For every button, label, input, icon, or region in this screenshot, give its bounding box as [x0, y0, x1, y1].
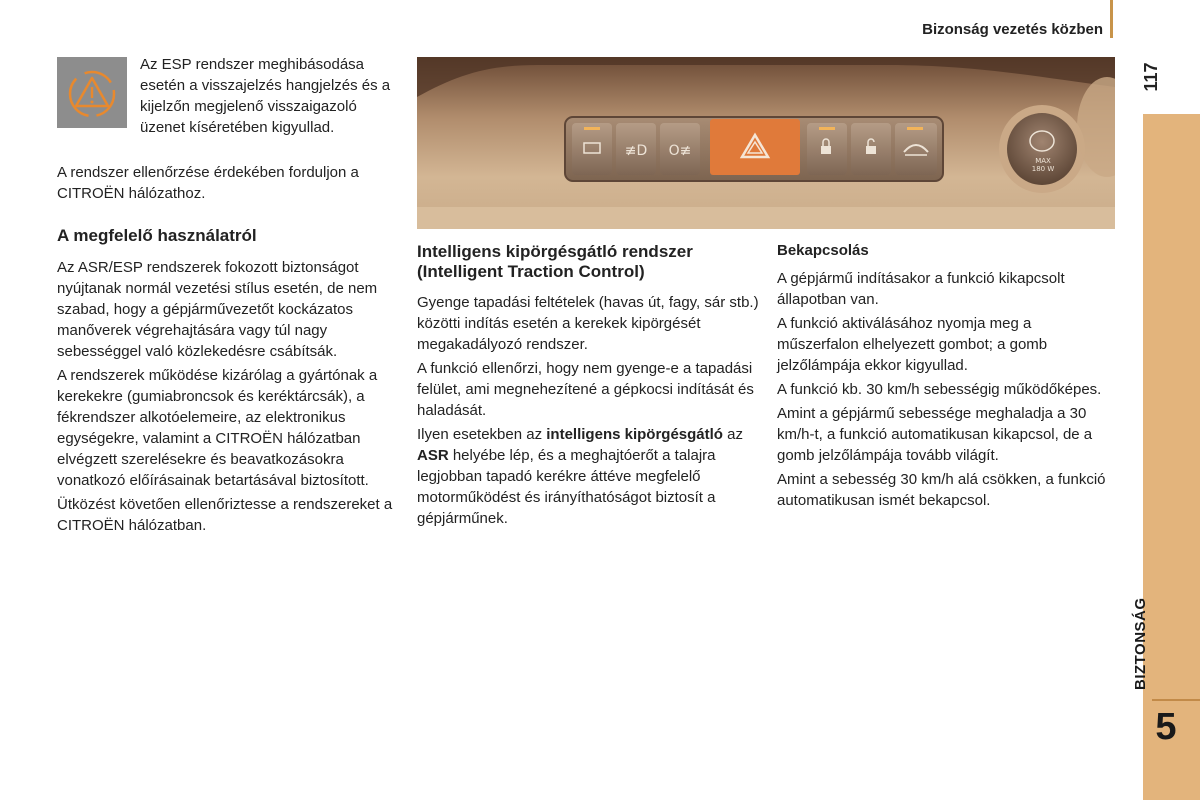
text-run: Ilyen esetekben az [417, 426, 547, 443]
warning-description: Az ESP rendszer meghibásodása esetén a visszajelzés hangjelzés és a kijelzőn megjelenő visszaigazoló üzenet kíséretében kigyullad. [140, 56, 391, 136]
svg-text:≢D: ≢D [624, 143, 648, 159]
paragraph [417, 424, 762, 529]
running-header: Bizonság vezetés közben [922, 21, 1103, 38]
rear-fog-lamp-button [660, 123, 700, 175]
chapter-rule [1152, 699, 1200, 701]
chapter-number: 5 [1155, 706, 1177, 748]
traction-control-button [895, 123, 937, 175]
paragraph: Gyenge tapadási feltételek (havas út, fagy, sár stb.) közötti indítás esetén a kerekek kipörgését megakadályozó rendszer. [417, 294, 759, 353]
power-socket [999, 105, 1085, 193]
rear-defrost-button [572, 123, 612, 175]
paragraph: Amint a gépjármű sebessége meghaladja a 30 km/h-t, a funkció automatikusan kikapcsol, de a gomb jelzőlámpája tovább világít. [777, 405, 1093, 464]
chapter-side-tab [1143, 114, 1200, 800]
text-run: helyébe lép, és a meghajtóerőt a talajra legjobban tapadó kerékre áttéve megfelelő motorműködést és irányíthatóságot biztosít a gépjárműnek. [417, 447, 716, 527]
hazard-button [710, 119, 800, 175]
heading-line: (Intelligent Traction Control) [417, 262, 645, 281]
paragraph: A funkció kb. 30 km/h sebességig működőképes. [777, 381, 1102, 398]
svg-text:MAX: MAX [1035, 157, 1051, 165]
emphasis: ASR [417, 447, 449, 464]
paragraph: Az ASR/ESP rendszerek fokozott biztonságot nyújtanak normál vezetési stílus esetén, de nem szabad, hogy a gépjárművezetőt kockázatos manőverek végrehajtására vagy túl nagy sebességgel való közlekedésre csábítsák. [57, 259, 378, 360]
header-rule [1110, 0, 1113, 38]
paragraph: Amint a sebesség 30 km/h alá csökken, a funkció automatikusan ismét bekapcsol. [777, 471, 1106, 509]
svg-text:180 W: 180 W [1031, 165, 1055, 173]
dashboard-switch-photo [417, 57, 1115, 229]
heading-line: Intelligens kipörgésgátló rendszer [417, 242, 693, 261]
chapter-label [1132, 570, 1192, 690]
check-system-note: A rendszer ellenőrzése érdekében forduljon a CITROËN hálózathoz. [57, 164, 359, 202]
paragraph: A rendszerek működése kizárólag a gyártónak a kerekekre (gumiabroncsok és keréktárcsák), a fékrendszer alkotóelemeire, az elektronikus egységekre, valamint a CITROËN hálózatban elvégzett szerelésekre és beavatkozásokra vonatkozó előírásainak betartásával biztosított. [57, 367, 378, 489]
proper-use-body [57, 257, 397, 539]
warning-lamp-box [57, 57, 127, 128]
svg-text:O≢: O≢ [668, 143, 692, 159]
paragraph: Ütközést követően ellenőriztesse a rendszereket a CITROËN hálózatban. [57, 496, 393, 534]
paragraph: A funkció aktiválásához nyomja meg a műszerfalon elhelyezett gombot; a gomb jelzőlámpája ekkor kigyullad. [777, 315, 1048, 374]
section-heading-proper-use: A megfelelő használatról [57, 226, 257, 245]
section-heading-activation: Bekapcsolás [777, 242, 869, 259]
page-number: 117 [1141, 62, 1161, 92]
section-heading-traction-control [417, 242, 762, 282]
child-lock-button [851, 123, 891, 175]
activation-body [777, 268, 1107, 514]
dashboard-illustration [417, 57, 1115, 229]
fog-lamp-button [616, 123, 656, 175]
paragraph: A funkció ellenőrzi, hogy nem gyenge-e a tapadási felület, ami megnehezítené a gépkocsi indítását és haladását. [417, 360, 754, 419]
traction-control-body [417, 292, 762, 532]
central-lock-button [807, 123, 847, 175]
triangle-warning-icon [64, 65, 120, 121]
paragraph: A gépjármű indításakor a funkció kikapcsolt állapotban van. [777, 270, 1065, 308]
emphasis: intelligens kipörgésgátló [546, 426, 723, 443]
text-run: az [722, 426, 743, 443]
chapter-label-text: BIZTONSÁG [1132, 597, 1149, 690]
